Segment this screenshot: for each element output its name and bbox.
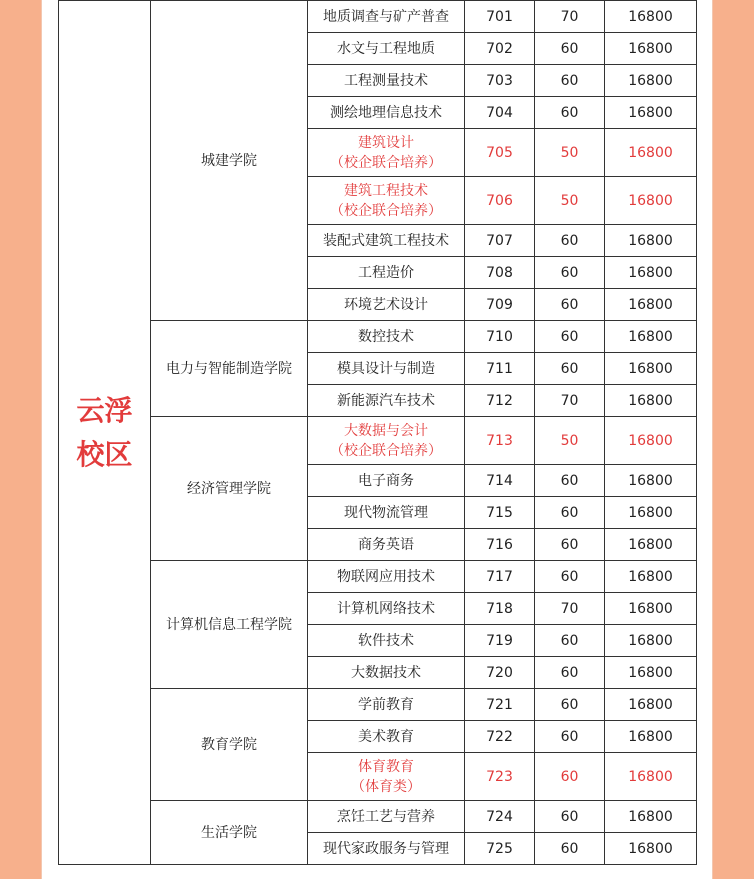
- major-code: 710: [465, 321, 535, 353]
- major-name: [308, 257, 465, 289]
- tuition-fee: 16800: [605, 465, 697, 497]
- tuition-fee: 16800: [605, 97, 697, 129]
- enrollment-quota: 60: [535, 353, 605, 385]
- major-title: 新能源汽车技术: [337, 392, 435, 409]
- enrollment-quota: 60: [535, 689, 605, 721]
- major-name: [308, 97, 465, 129]
- enrollment-quota: 60: [535, 721, 605, 753]
- college-name: 电力与智能制造学院: [151, 321, 308, 417]
- major-name: [308, 497, 465, 529]
- major-title: 现代家政服务与管理: [323, 840, 449, 857]
- major-code: 709: [465, 289, 535, 321]
- enrollment-quota: 60: [535, 33, 605, 65]
- enrollment-quota: 50: [535, 129, 605, 177]
- major-code: 717: [465, 561, 535, 593]
- tuition-fee: 16800: [605, 177, 697, 225]
- major-name: [308, 465, 465, 497]
- major-code: 718: [465, 593, 535, 625]
- major-name: [308, 385, 465, 417]
- major-title: 工程测量技术: [344, 72, 428, 89]
- tuition-fee: 16800: [605, 657, 697, 689]
- major-name: [308, 833, 465, 865]
- major-title: 美术教育: [358, 728, 414, 745]
- major-name: [308, 129, 465, 177]
- major-title: 地质调查与矿产普查: [323, 8, 449, 25]
- major-name: [308, 625, 465, 657]
- tuition-fee: 16800: [605, 593, 697, 625]
- major-note: （校企联合培养）: [330, 154, 442, 171]
- tuition-fee: 16800: [605, 321, 697, 353]
- major-note: （校企联合培养）: [330, 202, 442, 219]
- enrollment-quota: 60: [535, 465, 605, 497]
- major-code: 706: [465, 177, 535, 225]
- major-name: [308, 657, 465, 689]
- major-code: 725: [465, 833, 535, 865]
- major-title: 装配式建筑工程技术: [323, 232, 449, 249]
- enrollment-quota: 50: [535, 417, 605, 465]
- tuition-fee: 16800: [605, 529, 697, 561]
- majors-table-body: [59, 1, 697, 865]
- major-code: 702: [465, 33, 535, 65]
- major-title: 环境艺术设计: [344, 296, 428, 313]
- major-title: 水文与工程地质: [337, 40, 435, 57]
- tuition-fee: 16800: [605, 625, 697, 657]
- tuition-fee: 16800: [605, 1, 697, 33]
- major-name: [308, 65, 465, 97]
- major-code: 704: [465, 97, 535, 129]
- tuition-fee: 16800: [605, 417, 697, 465]
- enrollment-quota: 60: [535, 625, 605, 657]
- major-name: [308, 177, 465, 225]
- major-note: （校企联合培养）: [330, 442, 442, 459]
- table-row: [59, 801, 697, 833]
- major-title: 电子商务: [358, 472, 414, 489]
- major-name: [308, 1, 465, 33]
- major-name: [308, 689, 465, 721]
- campus-name-line1: 云浮: [76, 393, 133, 427]
- major-title: 数控技术: [358, 328, 414, 345]
- major-title: 模具设计与制造: [337, 360, 435, 377]
- enrollment-quota: 50: [535, 177, 605, 225]
- major-code: 707: [465, 225, 535, 257]
- tuition-fee: 16800: [605, 721, 697, 753]
- enrollment-quota: 60: [535, 657, 605, 689]
- major-name: [308, 321, 465, 353]
- major-code: 712: [465, 385, 535, 417]
- major-title: 计算机网络技术: [337, 600, 435, 617]
- major-name: [308, 561, 465, 593]
- major-code: 708: [465, 257, 535, 289]
- tuition-fee: 16800: [605, 353, 697, 385]
- major-name: [308, 529, 465, 561]
- college-name: 经济管理学院: [151, 417, 308, 561]
- enrollment-quota: 60: [535, 833, 605, 865]
- tuition-fee: 16800: [605, 225, 697, 257]
- major-title: 烹饪工艺与营养: [337, 808, 435, 825]
- major-title: 物联网应用技术: [337, 568, 435, 585]
- enrollment-quota: 70: [535, 593, 605, 625]
- campus-name: [59, 1, 151, 865]
- table-row: [59, 417, 697, 465]
- tuition-fee: 16800: [605, 561, 697, 593]
- major-code: 719: [465, 625, 535, 657]
- major-name: [308, 801, 465, 833]
- major-title: 大数据与会计: [344, 422, 428, 439]
- tuition-fee: 16800: [605, 257, 697, 289]
- college-name: 生活学院: [151, 801, 308, 865]
- tuition-fee: 16800: [605, 65, 697, 97]
- major-title: 学前教育: [358, 696, 414, 713]
- enrollment-quota: 60: [535, 289, 605, 321]
- enrollment-quota: 70: [535, 1, 605, 33]
- major-code: 724: [465, 801, 535, 833]
- major-name: [308, 353, 465, 385]
- major-code: 723: [465, 753, 535, 801]
- tuition-fee: 16800: [605, 801, 697, 833]
- major-code: 715: [465, 497, 535, 529]
- major-code: 705: [465, 129, 535, 177]
- enrollment-quota: 60: [535, 497, 605, 529]
- major-title: 工程造价: [358, 264, 414, 281]
- enrollment-quota: 60: [535, 97, 605, 129]
- campus-name-line2: 校区: [76, 437, 133, 471]
- majors-table: [58, 0, 697, 865]
- college-name: 城建学院: [151, 1, 308, 321]
- major-code: 714: [465, 465, 535, 497]
- major-title: 体育教育: [358, 758, 414, 775]
- enrollment-quota: 60: [535, 801, 605, 833]
- major-code: 703: [465, 65, 535, 97]
- major-code: 716: [465, 529, 535, 561]
- major-code: 711: [465, 353, 535, 385]
- tuition-fee: 16800: [605, 385, 697, 417]
- tuition-fee: 16800: [605, 833, 697, 865]
- table-row: [59, 1, 697, 33]
- enrollment-quota: 60: [535, 561, 605, 593]
- major-code: 721: [465, 689, 535, 721]
- major-note: （体育类）: [351, 778, 421, 795]
- major-code: 701: [465, 1, 535, 33]
- tuition-fee: 16800: [605, 289, 697, 321]
- major-name: [308, 289, 465, 321]
- major-code: 720: [465, 657, 535, 689]
- college-name: 教育学院: [151, 689, 308, 801]
- major-code: 722: [465, 721, 535, 753]
- table-row: [59, 561, 697, 593]
- enrollment-quota: 60: [535, 65, 605, 97]
- major-title: 建筑工程技术: [344, 182, 428, 199]
- enrollment-quota: 60: [535, 321, 605, 353]
- enrollment-quota: 70: [535, 385, 605, 417]
- major-name: [308, 225, 465, 257]
- major-code: 713: [465, 417, 535, 465]
- major-name: [308, 753, 465, 801]
- college-name: 计算机信息工程学院: [151, 561, 308, 689]
- major-name: [308, 33, 465, 65]
- major-title: 建筑设计: [358, 134, 414, 151]
- major-name: [308, 417, 465, 465]
- enrollment-quota: 60: [535, 225, 605, 257]
- major-title: 软件技术: [358, 632, 414, 649]
- enrollment-quota: 60: [535, 529, 605, 561]
- table-row: [59, 689, 697, 721]
- table-row: [59, 321, 697, 353]
- tuition-fee: 16800: [605, 753, 697, 801]
- major-name: [308, 593, 465, 625]
- enrollment-quota: 60: [535, 753, 605, 801]
- major-title: 大数据技术: [351, 664, 421, 681]
- major-title: 现代物流管理: [344, 504, 428, 521]
- tuition-fee: 16800: [605, 129, 697, 177]
- tuition-fee: 16800: [605, 689, 697, 721]
- tuition-fee: 16800: [605, 33, 697, 65]
- major-name: [308, 721, 465, 753]
- enrollment-quota: 60: [535, 257, 605, 289]
- table-frame: [42, 0, 712, 879]
- major-title: 测绘地理信息技术: [330, 104, 442, 121]
- tuition-fee: 16800: [605, 497, 697, 529]
- major-title: 商务英语: [358, 536, 414, 553]
